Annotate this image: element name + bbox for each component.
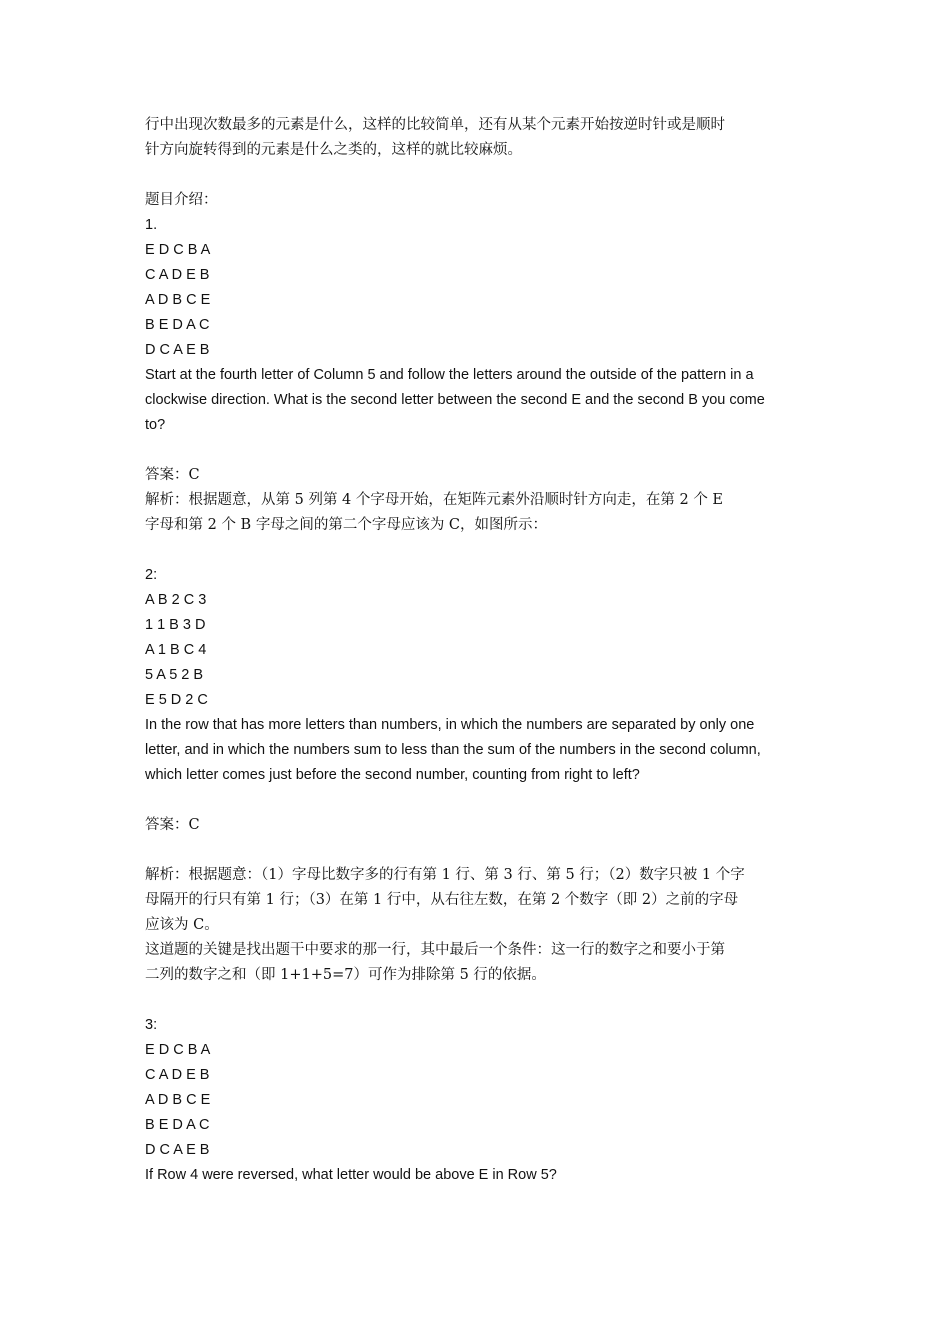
q1-grid-row-2: C A D E B xyxy=(145,267,210,283)
q1-answer: 答案：C xyxy=(145,467,200,483)
q3-grid-row-4: B E D A C xyxy=(145,1117,210,1133)
blank-line xyxy=(145,438,807,463)
q1-question-line-3: to? xyxy=(145,417,166,433)
q1-grid-row-3: A D B C E xyxy=(145,292,211,308)
q3-number: 3: xyxy=(145,1017,158,1033)
q1-analysis-line-2: 字母和第 2 个 B 字母之间的第二个字母应该为 C，如图所示： xyxy=(145,517,548,533)
q3-grid-row-1: E D C B A xyxy=(145,1042,211,1058)
q2-question-line-1: In the row that has more letters than numbers, in which the numbers are separated by only one xyxy=(145,717,755,733)
section-heading: 题目介绍： xyxy=(145,192,218,208)
q1-grid-row-1: E D C B A xyxy=(145,242,211,258)
q3-grid-row-2: C A D E B xyxy=(145,1067,210,1083)
q2-grid-row-5: E 5 D 2 C xyxy=(145,692,208,708)
q1-question-line-2: clockwise direction. What is the second letter between the second E and the second B you come xyxy=(145,392,765,408)
blank-line xyxy=(145,838,807,863)
q2-grid-row-3: A 1 B C 4 xyxy=(145,642,207,658)
blank-line xyxy=(145,788,807,813)
q2-grid-row-2: 1 1 B 3 D xyxy=(145,617,206,633)
q2-grid-row-1: A B 2 C 3 xyxy=(145,592,207,608)
q2-question-line-3: which letter comes just before the second number, counting from right to left? xyxy=(145,767,640,783)
q1-question-line-1: Start at the fourth letter of Column 5 and follow the letters around the outside of the pattern in a xyxy=(145,367,754,383)
q3-grid-row-5: D C A E B xyxy=(145,1142,210,1158)
q1-grid-row-4: B E D A C xyxy=(145,317,210,333)
blank-line xyxy=(145,988,807,1013)
q1-grid-row-5: D C A E B xyxy=(145,342,210,358)
q3-question-line-1: If Row 4 were reversed, what letter would be above E in Row 5? xyxy=(145,1167,557,1183)
intro-line-1: 行中出现次数最多的元素是什么，这样的比较简单，还有从某个元素开始按逆时针或是顺时 xyxy=(145,117,725,133)
q1-analysis-line-1: 解析：根据题意，从第 5 列第 4 个字母开始，在矩阵元素外沿顺时针方向走，在第 2 个 E xyxy=(145,492,724,508)
blank-line xyxy=(145,538,807,563)
q3-grid-row-3: A D B C E xyxy=(145,1092,211,1108)
q2-analysis-line-1: 解析：根据题意：（1）字母比数字多的行有第 1 行、第 3 行、第 5 行；（2）数字只被 1 个字 xyxy=(145,867,745,883)
q2-analysis-line-2: 母隔开的行只有第 1 行；（3）在第 1 行中，从右往左数，在第 2 个数字（即 2）之前的字母 xyxy=(145,892,739,908)
q2-grid-row-4: 5 A 5 2 B xyxy=(145,667,204,683)
blank-line xyxy=(145,163,807,188)
q2-analysis-line-4: 这道题的关键是找出题干中要求的那一行，其中最后一个条件：这一行的数字之和要小于第 xyxy=(145,942,725,958)
q2-answer: 答案：C xyxy=(145,817,200,833)
q2-number: 2: xyxy=(145,567,158,583)
q1-number: 1. xyxy=(145,217,158,233)
q2-analysis-line-3: 应该为 C。 xyxy=(145,917,219,933)
q2-question-line-2: letter, and in which the numbers sum to less than the sum of the numbers in the second column, xyxy=(145,742,761,758)
q2-analysis-line-5: 二列的数字之和（即 1+1+5=7）可作为排除第 5 行的依据。 xyxy=(145,967,546,983)
intro-line-2: 针方向旋转得到的元素是什么之类的，这样的就比较麻烦。 xyxy=(145,142,522,158)
